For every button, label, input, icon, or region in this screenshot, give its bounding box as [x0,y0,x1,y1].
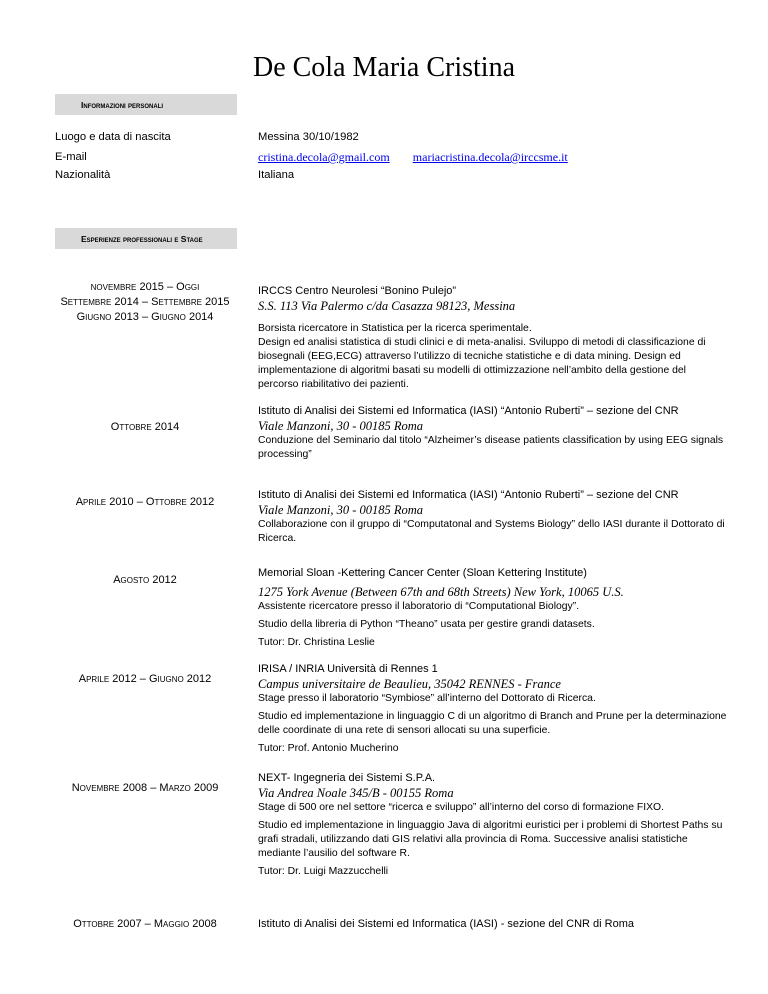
email-link-1[interactable]: cristina.decola@gmail.com [258,150,390,164]
exp-desc-line: Borsista ricercatore in Statistica per la ricerca sperimentale. [258,323,532,334]
exp-address: Via Andrea Noale 345/B - 00155 Roma [258,786,454,800]
exp-dates [40,917,250,932]
exp-desc-line: Stage di 500 ore nel settore “ricerca e sviluppo” all’interno del corso di formazione FIXO. [258,802,665,813]
exp-dates [40,495,250,510]
exp-desc-line: Studio ed implementazione in linguaggio C di un algoritmo di Branch and Prune per la determinazione delle coordinate di una rete di sensori allocati su una superficie. [258,711,727,736]
exp-entry [258,284,728,392]
exp-organization: Istituto di Analisi dei Sistemi ed Informatica (IASI) “Antonio Ruberti” – sezione del CNR [258,405,679,417]
exp-date-line: Aprile 2010 – Ottobre 2012 [75,496,215,508]
exp-organization: Istituto di Analisi dei Sistemi ed Informatica (IASI) - sezione del CNR di Roma [258,918,634,930]
exp-date-line: Settembre 2014 – Settembre 2015 [60,296,230,308]
nationality-value: Italiana [258,169,295,181]
exp-date-line: Ottobre 2014 [110,421,180,433]
email-values [258,150,568,165]
exp-date-line: Agosto 2012 [113,574,177,586]
nationality-label: Nazionalità [55,169,111,181]
exp-entry [258,662,728,756]
exp-desc-line: Studio della libreria di Python “Theano” usata per gestire grandi datasets. [258,619,595,630]
exp-entry [258,488,728,546]
exp-desc-line: Collaborazione con il gruppo di “Computatonal and Systems Biology” dello IASI durante il Dottorato di Ricerca. [258,519,725,544]
exp-organization: Istituto di Analisi dei Sistemi ed Informatica (IASI) “Antonio Ruberti” – sezione del CNR [258,489,679,501]
birth-label: Luogo e data di nascita [55,131,171,143]
exp-date-line: Novembre 2008 – Marzo 2009 [71,782,219,794]
section-personal-info: Informazioni personali [55,94,237,115]
exp-desc-line: Conduzione del Seminario dal titolo “Alzheimer’s disease patients classification by using EEG signals processing” [258,435,724,460]
exp-organization: NEXT- Ingegneria dei Sistemi S.P.A. [258,772,436,784]
exp-address: Campus universitaire de Beaulieu, 35042 RENNES - France [258,677,561,691]
exp-address: Viale Manzoni, 30 - 00185 Roma [258,419,424,433]
exp-dates [40,573,250,588]
exp-dates [40,781,250,796]
exp-organization: IRISA / INRIA Università di Rennes 1 [258,663,438,675]
exp-desc-line: Studio ed implementazione in linguaggio Java di algoritmi euristici per i problemi di Shortest Paths su grafi stradali, utilizzando dati GIS relativi alla provincia di Roma. Successive analisi statistiche mediante l’ausilio del software R. [258,820,723,859]
section-experience: Esperienze professionali e Stage [55,228,237,249]
exp-date-line: Giugno 2013 – Giugno 2014 [76,311,214,323]
exp-entry [258,917,728,931]
exp-desc-line: Design ed analisi statistica di studi clinici e di meta-analisi. Sviluppo di metodi di classificazione di biosegnali (EEG,ECG) attraverso l’utilizzo di tecniche statistiche e di data mining. Design ed implementazione di algoritmi basati su modelli di ottimizzazione nell’ambito della gestione del percorso riabilitativo dei pazienti. [258,337,706,390]
exp-entry [258,566,728,650]
cv-name: De Cola Maria Cristina [252,52,516,83]
email-label: E-mail [55,151,87,163]
exp-date-line: Aprile 2012 – Giugno 2012 [78,673,212,685]
exp-desc-line: Tutor: Dr. Luigi Mazzucchelli [258,866,389,877]
exp-address: Viale Manzoni, 30 - 00185 Roma [258,503,424,517]
birth-value: Messina 30/10/1982 [258,131,359,143]
exp-entry [258,404,728,462]
exp-desc-line: Tutor: Dr. Christina Leslie [258,637,375,648]
exp-dates [40,420,250,435]
exp-desc-line: Assistente ricercatore presso il laboratorio di “Computational Biology”. [258,601,580,612]
exp-desc-line: Stage presso il laboratorio “Symbiose” all’interno del Dottorato di Ricerca. [258,693,596,704]
exp-address: 1275 York Avenue (Between 67th and 68th Streets) New York, 10065 U.S. [258,585,624,599]
exp-address: S.S. 113 Via Palermo c/da Casazza 98123, Messina [258,299,516,313]
exp-organization: Memorial Sloan -Kettering Cancer Center (Sloan Kettering Institute) [258,567,587,579]
exp-dates [40,672,250,687]
exp-organization: IRCCS Centro Neurolesi “Bonino Pulejo” [258,285,457,297]
exp-desc-line: Tutor: Prof. Antonio Mucherino [258,743,399,754]
email-link-2[interactable]: mariacristina.decola@irccsme.it [412,150,568,164]
exp-dates [40,280,250,325]
exp-date-line: Ottobre 2007 – Maggio 2008 [73,918,217,930]
exp-entry [258,771,728,879]
exp-date-line: novembre 2015 – Oggi [90,281,200,293]
